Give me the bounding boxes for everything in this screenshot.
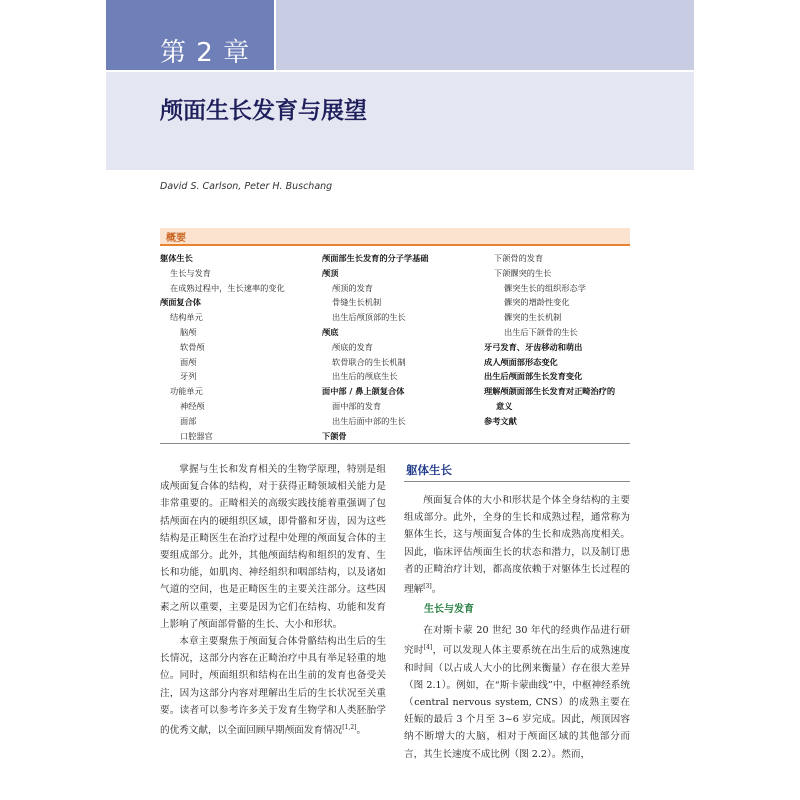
summary-item: 结构单元 [170, 312, 203, 323]
summary-item: 髁突的生长机制 [504, 312, 562, 323]
summary-item: 髁突生长的组织形态学 [504, 282, 586, 293]
summary-item: 下颌骨 [322, 430, 347, 441]
citation: [1,2] [342, 724, 357, 732]
body-right-column-top [404, 492, 630, 598]
summary-header [160, 228, 630, 246]
summary-item: 参考文献 [484, 415, 517, 426]
paragraph: 本章主要聚焦于颅面复合体骨骼结构出生后的生长情况，这部分内容在正畸治疗中具有举足轻重的地位。同时，颅面组织和结构在出生前的发育也备受关注，因为这部分内容对理解出生后的生长状况至关重要。读者可以参考许多关于发育生物学和人类胚胎学的优秀文献，以全面回顾早期颅面发育情况[1,2]。 [160, 636, 386, 737]
summary-item: 面部 [180, 415, 197, 426]
summary-item: 出生后颅顶部的生长 [332, 312, 406, 323]
summary-item: 颅顶 [322, 267, 339, 278]
summary-item: 出生后的颅底生长 [332, 371, 398, 382]
paragraph: 掌握与生长和发育相关的生物学原理，特别是组成颅面复合体的结构，对于获得正畸领域相关能力是非常重要的。正畸相关的高级实践技能着重强调了包括颅面在内的硬组织区域，即骨骼和牙齿，因为这些结构是正畸医生在治疗过程中处理的颅面复合体的主要组成部分。此外，其他颅面结构和组织的发育、生长和功能，如肌肉、神经组织和咽部结构，以及诸如气道的空间，也是正畸医生的主要关注部分。这些因素之所以重要，主要是因为它们在结构、功能和发育上影响了颅面部骨骼的生长、大小和形状。 [160, 464, 386, 630]
summary-item: 颅顶的发育 [332, 282, 373, 293]
body-right-column-bottom [404, 622, 630, 763]
summary-item: 牙弓发育、牙齿移动和萌出 [484, 341, 583, 352]
summary-divider [160, 443, 630, 444]
summary-item: 髁突的增龄性变化 [504, 297, 570, 308]
chapter-authors: David S. Carlson, Peter H. Buschang [160, 181, 333, 192]
summary-item: 颅面部生长发育的分子学基础 [322, 253, 429, 263]
summary-column-1 [160, 251, 285, 443]
summary-item: 出生后下颌骨的生长 [504, 326, 578, 337]
summary-item: 软骨联合的生长机制 [332, 356, 406, 367]
summary-item: 神经颅 [180, 400, 205, 411]
citation: [3] [423, 583, 432, 591]
paragraph: 在对斯卡蒙 20 世纪 30 年代的经典作品进行研究时[4]，可以发现人体主要系统在出生后的成熟速度和时间（以占成人大小的比例来衡量）存在很大差异（图 2.1）。例如，在“斯卡蒙曲线”中，中枢神经系统（central nervous system, CNS）的成熟主要在妊娠的最后 3 个月至 3~6 岁完成。因此，颅顶因容纳不断增大的大脑，相对于颅面区域的其他部分而言，其生长速度不成比例（图 2.2）。然而， [404, 625, 631, 760]
citation: [4] [423, 644, 433, 652]
summary-item: 面颅 [180, 356, 197, 367]
summary-item: 成人颅面部形态变化 [484, 356, 558, 367]
body-left-column [160, 461, 386, 739]
summary-item: 意义 [496, 400, 513, 411]
summary-item: 颅底 [322, 326, 339, 337]
summary-item: 颅底的发育 [332, 341, 373, 352]
chapter-title: 颅面生长发育与展望 [160, 98, 367, 124]
subsection-heading: 生长与发育 [424, 604, 474, 615]
summary-item: 软骨颅 [180, 341, 205, 352]
summary-item: 躯体生长 [160, 253, 193, 263]
summary-item: 面中部 / 鼻上颌复合体 [322, 386, 405, 397]
summary-item: 脑颅 [180, 326, 197, 337]
summary-item: 生长与发育 [170, 267, 211, 278]
summary-item: 出生后颅面部生长发育变化 [484, 371, 583, 382]
section-rule [404, 481, 630, 482]
chapter-number: 第 2 章 [160, 38, 251, 68]
summary-column-3 [484, 251, 615, 429]
header-decor-band [276, 0, 694, 70]
summary-item: 口腔器官 [180, 430, 213, 441]
summary-heading: 概要 [166, 233, 186, 244]
summary-item: 出生后面中部的生长 [332, 415, 406, 426]
summary-item: 牙列 [180, 371, 197, 382]
summary-column-2 [322, 251, 428, 443]
summary-item: 理解颅颌面部生长发育对正畸治疗的 [484, 386, 616, 397]
paragraph: 颅面复合体的大小和形状是个体全身结构的主要组成部分。此外，全身的生长和成熟过程，通常称为躯体生长，这与颅面复合体的生长和成熟高度相关。因此，临床评估颅面生长的状态和潜力，以及制订患者的正畸治疗计划，都高度依赖于对躯体生长过程的理解[3]。 [404, 495, 630, 596]
section-heading: 躯体生长 [406, 463, 452, 477]
summary-item: 在成熟过程中，生长速率的变化 [170, 282, 285, 293]
summary-item: 功能单元 [170, 386, 203, 397]
summary-item: 面中部的发育 [332, 400, 382, 411]
summary-item: 骨缝生长机制 [332, 297, 382, 308]
summary-item: 下颌骨的发育 [494, 253, 544, 263]
summary-item: 下颌髁突的生长 [494, 267, 552, 278]
summary-item: 颅面复合体 [160, 297, 201, 308]
